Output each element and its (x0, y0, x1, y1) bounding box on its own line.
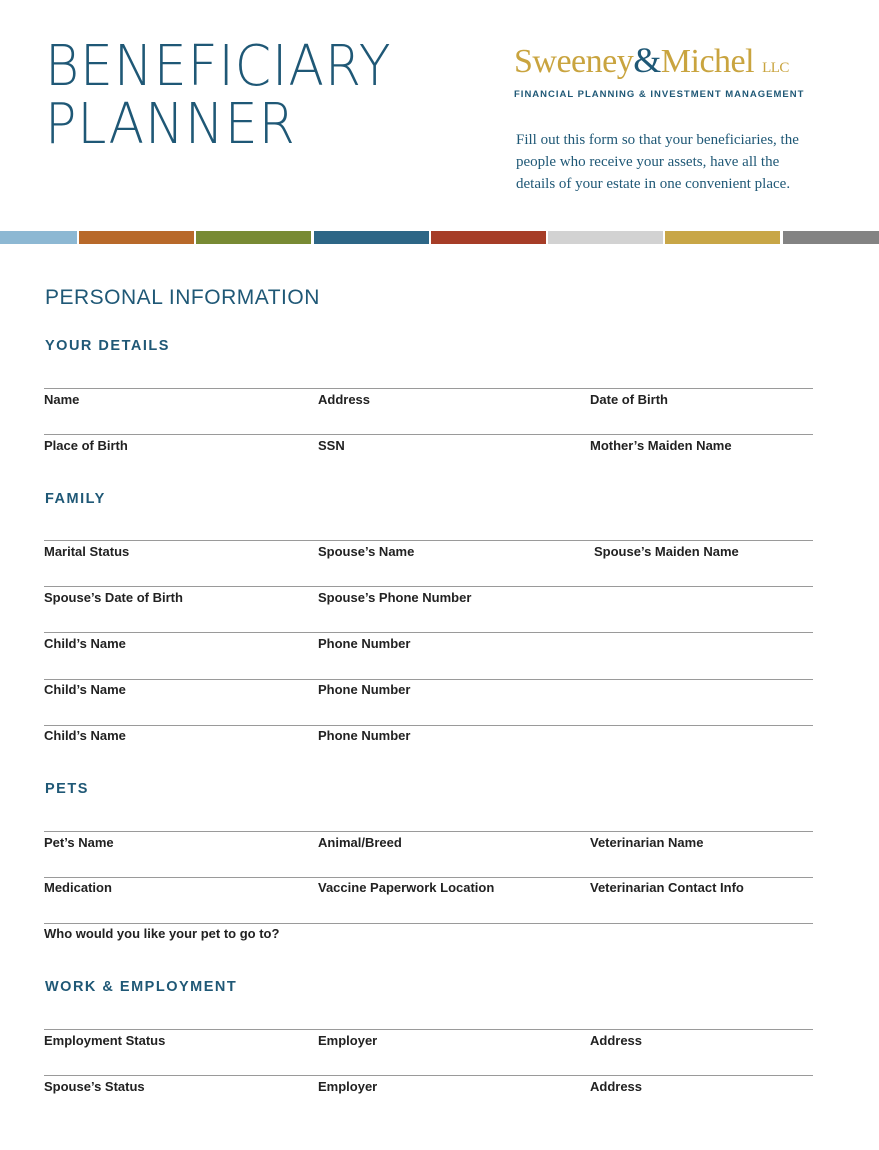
field-label-spouses-maiden-name: Spouse’s Maiden Name (594, 544, 739, 559)
field-label-employer: Employer (318, 1079, 378, 1094)
subheading-pets: PETS (45, 781, 89, 797)
field-label-marital-status: Marital Status (44, 544, 130, 559)
field-label-phone-number: Phone Number (318, 682, 411, 697)
color-bar-segment (548, 231, 663, 244)
subheading-work-employment: WORK & EMPLOYMENT (45, 979, 238, 995)
field-line (44, 923, 813, 924)
color-bar-segment (0, 231, 77, 244)
field-label-childs-name: Child’s Name (44, 728, 126, 743)
field-label-spouses-status: Spouse’s Status (44, 1079, 145, 1094)
field-label-spouses-date-of-birth: Spouse’s Date of Birth (44, 590, 183, 605)
field-line (44, 434, 813, 435)
field-label-spouses-name: Spouse’s Name (318, 544, 415, 559)
field-line (44, 831, 813, 832)
field-label-phone-number: Phone Number (318, 636, 411, 651)
field-line (44, 586, 813, 587)
title-line-1: BENEFICIARY (45, 34, 392, 99)
logo-ampersand: & (633, 40, 661, 80)
field-label-employment-status: Employment Status (44, 1033, 166, 1048)
field-line (44, 877, 813, 878)
intro-line-2: people who receive your assets, have all the (516, 154, 780, 170)
field-label-childs-name: Child’s Name (44, 636, 126, 651)
field-label-mothers-maiden-name: Mother’s Maiden Name (590, 438, 732, 453)
field-label-veterinarian-contact-info: Veterinarian Contact Info (590, 880, 744, 895)
logo-tagline: FINANCIAL PLANNING & INVESTMENT MANAGEMENT (514, 89, 805, 100)
intro-line-1: Fill out this form so that your beneficiaries, the (516, 132, 799, 148)
field-label-employer: Employer (318, 1033, 378, 1048)
field-label-spouses-phone-number: Spouse’s Phone Number (318, 590, 472, 605)
company-logo (514, 40, 804, 100)
intro-line-3: details of your estate in one convenient place. (516, 176, 791, 192)
field-label-address: Address (590, 1033, 643, 1048)
color-bar-segment (431, 231, 546, 244)
field-line (44, 1075, 813, 1076)
field-label-pet-recipient: Who would you like your pet to go to? (44, 926, 280, 941)
field-label-animal-breed: Animal/Breed (318, 835, 402, 850)
field-label-name: Name (44, 392, 80, 407)
color-bar-segment (196, 231, 311, 244)
field-label-childs-name: Child’s Name (44, 682, 126, 697)
section-heading-personal-information: PERSONAL INFORMATION (45, 286, 320, 309)
color-bar (0, 231, 879, 244)
field-line (44, 679, 813, 680)
color-bar-segment (79, 231, 194, 244)
page-title (45, 34, 392, 157)
field-line (44, 632, 813, 633)
logo-name-michel: Michel (660, 43, 755, 80)
field-line (44, 540, 813, 541)
subheading-family: FAMILY (45, 491, 106, 507)
color-bar-segment (783, 231, 879, 244)
logo-wordmark (514, 40, 804, 88)
subheading-your-details: YOUR DETAILS (45, 338, 170, 354)
field-line (44, 1029, 813, 1030)
field-label-address: Address (590, 1079, 643, 1094)
field-label-phone-number: Phone Number (318, 728, 411, 743)
title-line-2: PLANNER (45, 92, 296, 157)
field-label-place-of-birth: Place of Birth (44, 438, 128, 453)
color-bar-segment (665, 231, 780, 244)
intro-text (516, 129, 816, 195)
logo-name-sweeney: Sweeney (514, 43, 634, 80)
color-bar-segment (314, 231, 429, 244)
field-label-medication: Medication (44, 880, 112, 895)
field-label-pets-name: Pet’s Name (44, 835, 114, 850)
field-label-address: Address (318, 392, 371, 407)
field-line (44, 725, 813, 726)
logo-llc: LLC (762, 60, 789, 76)
field-line (44, 388, 813, 389)
field-label-veterinarian-name: Veterinarian Name (590, 835, 704, 850)
field-label-vaccine-paperwork-location: Vaccine Paperwork Location (318, 880, 495, 895)
field-label-ssn: SSN (318, 438, 345, 453)
field-label-date-of-birth: Date of Birth (590, 392, 668, 407)
